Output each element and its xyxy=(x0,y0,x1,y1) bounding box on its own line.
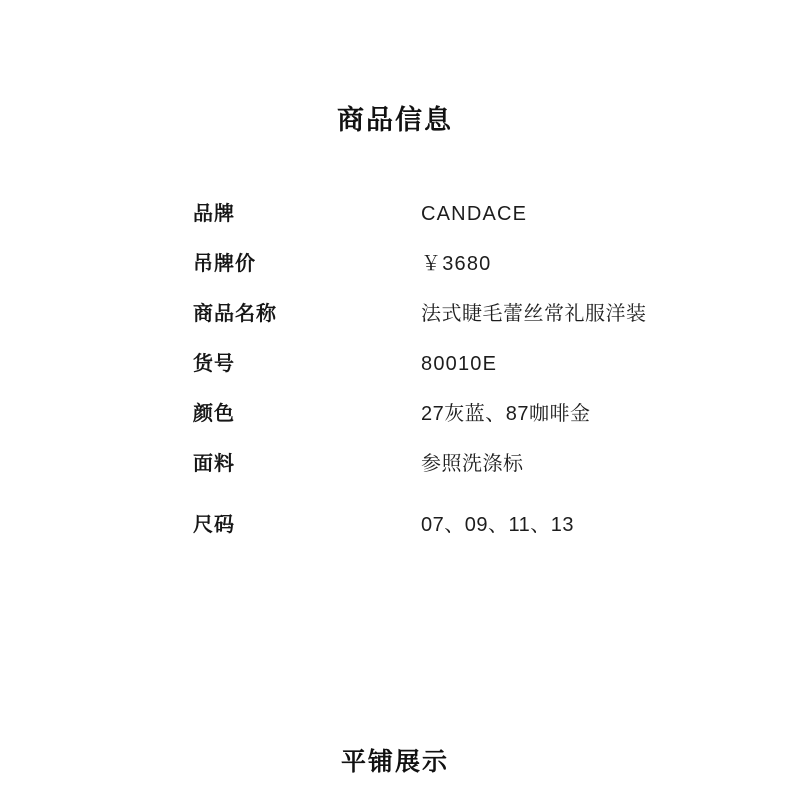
table-row xyxy=(193,300,733,328)
spec-label-color: 颜色 xyxy=(193,403,235,425)
spec-label-tag-price: 吊牌价 xyxy=(193,253,256,275)
spec-label-fabric: 面料 xyxy=(193,453,235,475)
table-row xyxy=(193,250,733,278)
spec-value-brand: CANDACE xyxy=(421,203,528,225)
table-row xyxy=(193,200,733,228)
section-title-flat-lay: 平铺展示 xyxy=(340,748,449,776)
spec-value-size: 07、09、11、13 xyxy=(421,514,574,536)
spec-label-product-name: 商品名称 xyxy=(193,303,277,325)
table-row xyxy=(193,400,733,428)
table-row xyxy=(193,350,733,378)
spec-label-item-number: 货号 xyxy=(193,353,235,375)
spec-value-item-number: 80010E xyxy=(421,353,498,375)
spec-table xyxy=(193,200,733,561)
spec-label-brand: 品牌 xyxy=(193,203,235,225)
spec-label-size: 尺码 xyxy=(193,514,235,536)
table-row xyxy=(193,511,733,539)
page-title: 商品信息 xyxy=(337,105,453,135)
table-row xyxy=(193,450,733,478)
spec-value-color: 27灰蓝、87咖啡金 xyxy=(421,403,591,425)
spec-value-product-name: 法式睫毛蕾丝常礼服洋装 xyxy=(421,303,647,325)
spec-value-tag-price: ￥3680 xyxy=(421,253,492,275)
spec-value-fabric: 参照洗涤标 xyxy=(421,453,524,475)
